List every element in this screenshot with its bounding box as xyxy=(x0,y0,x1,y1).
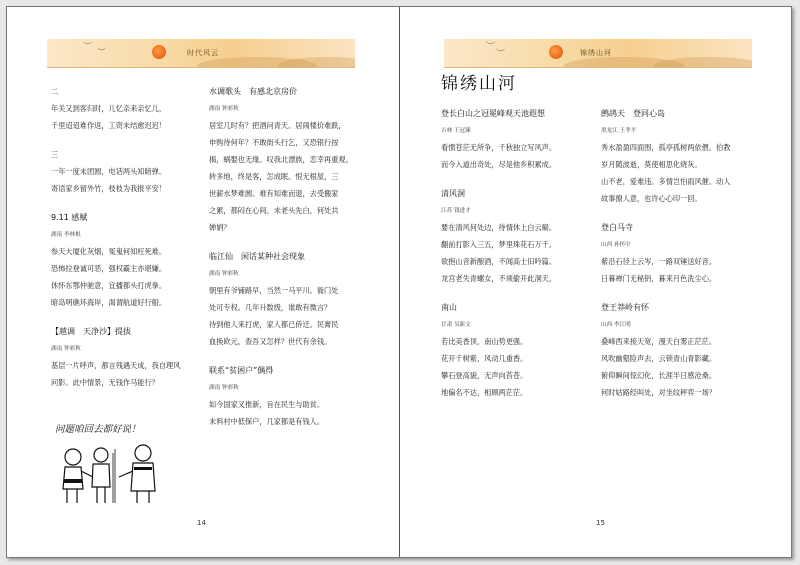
poem-line: 日暮禅门无秘钥，暮来月色洗尘心。 xyxy=(601,274,717,283)
sun-icon xyxy=(152,45,166,59)
page-number: 15 xyxy=(596,519,605,527)
poem-title: 联系“贫困户”偶得 xyxy=(209,366,274,375)
spacer xyxy=(601,207,730,219)
poem-line: 叠峰西来接天宽，漫天白雾正茫茫。 xyxy=(601,337,717,346)
poem-author: 甘肃 吴新文 xyxy=(441,322,471,328)
poem-line: 花开千树紫，风动几重香。 xyxy=(441,354,528,363)
poem-line: 翻前打影入三五，梦里珠花石万千。 xyxy=(441,240,557,249)
poem-title: 南山 xyxy=(441,303,457,312)
poem-author: 山西 李江明 xyxy=(601,322,631,328)
poem-line: 参天大厦化灰烟，冤鬼何知枉死难。 xyxy=(51,247,167,256)
poem-line: 揭，蜗娶也无缘。叹我北漂族，恋幸再重观。 xyxy=(209,155,353,164)
poem-line: 而今入道出奇处，尽是他乡积累成。 xyxy=(441,160,557,169)
bird-icon: ︶ xyxy=(486,42,496,52)
poem-author: 湖南 钟彩秋 xyxy=(209,385,239,391)
poem-title: 鹧鸪天 登同心岛 xyxy=(601,109,665,118)
poem-title: 【越调 天净沙】提拔 xyxy=(51,327,131,336)
poem-title: 水调歌头 有感北京房价 xyxy=(209,87,297,96)
poem-line: 地偏名不达，相顾两茫茫。 xyxy=(441,388,528,397)
poem-line: 岁月随波逝，莫使相思化烧灰。 xyxy=(601,160,702,169)
sun-icon xyxy=(549,45,563,59)
poem-author: 湖南 李林根 xyxy=(51,232,81,238)
poem-line: 攀石登高貌，无声向苔苍。 xyxy=(441,371,528,380)
poem-line: 千里迢迢难作返，工资未结愈迟迟！ xyxy=(51,121,167,130)
poem-title: 登王莽岭有怀 xyxy=(601,303,649,312)
poem-line: 未料村中低保户，几家都是有钱人。 xyxy=(209,417,325,426)
poem-author: 黑龙江 王孝平 xyxy=(601,128,637,134)
spacer xyxy=(51,311,180,323)
right-page-banner xyxy=(444,39,752,68)
poem-line: 要在清风何处边，待情休上白云巅。 xyxy=(441,223,557,232)
spacer xyxy=(601,287,730,299)
page-number: 14 xyxy=(197,519,206,527)
spacer xyxy=(209,236,353,248)
poem-line: 若比美香顶，南山势更强。 xyxy=(441,337,528,346)
poem-line: 看惯苍茫无所争，千秋独立写风声。 xyxy=(441,143,557,152)
poem-line: 婵娟？ xyxy=(209,223,231,232)
poem-line: 何时姑路经叫处，对坐纹秤弈一场？ xyxy=(601,388,717,397)
poem-line: 年关又到客归时，儿忆亲来亲忆儿， xyxy=(51,104,167,113)
poem-line: 二 xyxy=(51,87,59,96)
poem-author: 江苏 钱进才 xyxy=(441,208,471,214)
poem-line: 居室几时有？把酒问青天。居闹楼价难跌， xyxy=(209,121,346,130)
poem-line: 问影。此中情景，无钱作马能行？ xyxy=(51,378,159,387)
poem-line: 世薪水梦难圆。难有知难而退，去受搬家 xyxy=(209,189,339,198)
poem-line: 血换欧元，查吾又怎样？世代有余钱。 xyxy=(209,337,332,346)
poem-line: 故事撩人意，也许心心印一回。 xyxy=(601,194,702,203)
left-column-1 xyxy=(51,83,180,391)
bird-icon: ︶ xyxy=(496,49,506,59)
poem-title: 登长白山之冠冕峰观天池遐想 xyxy=(441,109,545,118)
poem-author: 湖南 钟彩秋 xyxy=(51,346,81,352)
poem-line: 三 xyxy=(51,150,59,159)
poem-line: 寄语家乡留外竹，枝枝为我报平安！ xyxy=(51,184,167,193)
poem-line: 风吹幽壑险声去，云锁青山青影藏。 xyxy=(601,354,717,363)
right-column-1 xyxy=(441,105,556,401)
poem-line: 俯仰瞬间惊幻化，长涯半日感沧桑。 xyxy=(601,371,717,380)
bird-icon: ︶ xyxy=(83,42,93,52)
poem-line: 之累，都闷在心间。未老头先白，何处共 xyxy=(209,206,339,215)
book-spread xyxy=(6,6,792,558)
right-column-2 xyxy=(601,105,730,401)
cartoon-caption: 问题咱回去都好说！ xyxy=(55,424,141,435)
poem-line: 暗岛明礁环海岸，渴谓航道好行船。 xyxy=(51,298,167,307)
bird-icon: ︶ xyxy=(97,48,107,58)
poem-line: 朝里有爷铺路早，当然一马平川。衙门处 xyxy=(209,286,339,295)
poem-title: 登白马寺 xyxy=(601,223,633,232)
poem-line: 紫沿石径上云岑，一路双锤送好音。 xyxy=(601,257,717,266)
poem-line: 一年一度未团圆，电话两头知暗弹。 xyxy=(51,167,167,176)
poem-title: 临江仙 闲话某种社会现象 xyxy=(209,252,305,261)
spacer xyxy=(441,287,556,299)
left-column-2 xyxy=(209,83,353,430)
poem-line: 处可专权。几年升数级，谁敢有微言？ xyxy=(209,303,332,312)
poem-author: 湖南 钟彩秋 xyxy=(209,106,239,112)
left-page-banner xyxy=(47,39,355,68)
poem-line: 休怀东鄂仲驰意，宜播都头打虎拳。 xyxy=(51,281,167,290)
poem-line: 待到他人来打虎，家人都已侨迁。民膏民 xyxy=(209,320,339,329)
section-title: 锦绣山河 xyxy=(441,74,517,94)
spacer xyxy=(209,350,353,362)
poem-author: 湖南 钟彩秋 xyxy=(209,271,239,277)
poem-line: 如今国家又推新，旨在民生与助贫。 xyxy=(209,400,325,409)
poem-line: 转多地，终是客，怎成眠。恨无根屋，三 xyxy=(209,172,339,181)
poem-line: 恐怖拉登诚可恶，强权霸主亦堪嫌。 xyxy=(51,264,167,273)
poem-line: 龙宫老失青螺女，不须偷开此洞天。 xyxy=(441,274,557,283)
spacer xyxy=(51,134,180,146)
poem-author: 山西 孙怀中 xyxy=(601,242,631,248)
banner-title: 时代风云 xyxy=(187,49,219,57)
poem-line: 基层一片呼声，都言残遇天成，我自理风 xyxy=(51,361,181,370)
poem-line: 山不老，爱难违。多情岂怕雨风催。动人 xyxy=(601,177,731,186)
poem-title: 清风洞 xyxy=(441,189,465,198)
banner-title: 锦绣山河 xyxy=(580,49,612,57)
left-page xyxy=(7,7,399,557)
poem-line: 申购待何年？不敢街头行乞，又恐银行按 xyxy=(209,138,339,147)
spacer xyxy=(441,173,556,185)
poem-author: 吉林 王冠臻 xyxy=(441,128,471,134)
poem-line: 秀水盈盈四面围，孤亭孤树两依偎。伯教 xyxy=(601,143,731,152)
poem-title: 9.11 感赋 xyxy=(51,213,88,222)
spacer xyxy=(51,197,180,209)
poem-line: 欲抱山音新酿酒，不闻高士旧吟篇。 xyxy=(441,257,557,266)
